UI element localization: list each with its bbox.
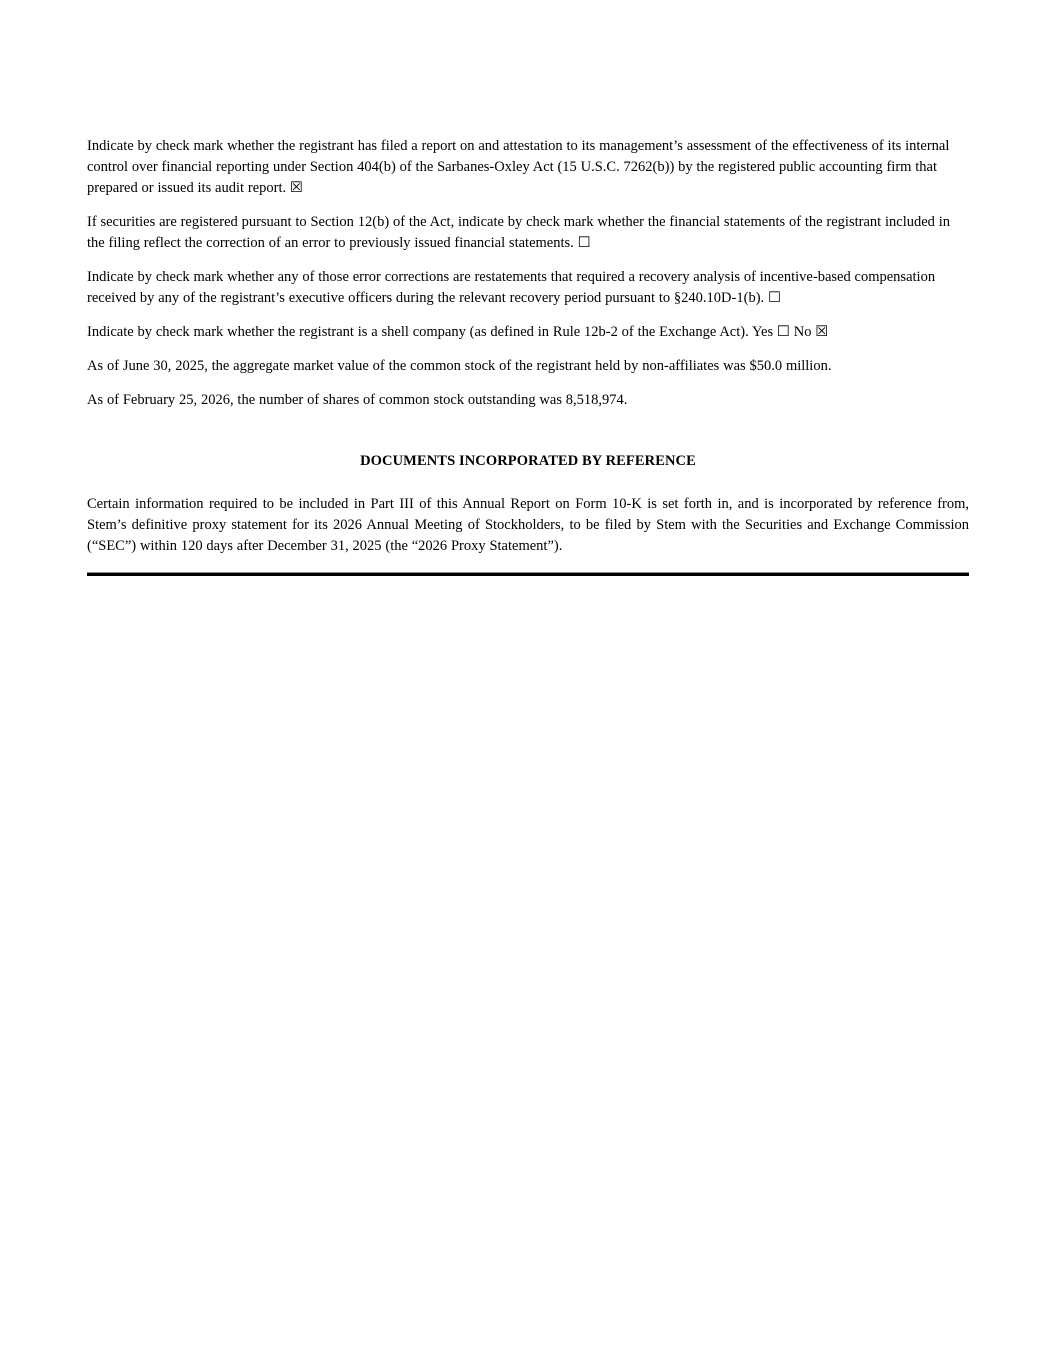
paragraph-recovery-analysis: Indicate by check mark whether any of those error corrections are restatements that required a recovery analysis of incentive-based compensation received by any of the registrant’s executive officers during the relevant recovery period pursuant to §240.10D-1(b). ☐ xyxy=(87,269,936,306)
paragraph-market-value: As of June 30, 2025, the aggregate market value of the common stock of the registrant held by non-affiliates was $50.0 million. xyxy=(87,358,832,374)
page-divider-rule xyxy=(87,572,969,576)
paragraph-error-correction: If securities are registered pursuant to Section 12(b) of the Act, indicate by check mark whether the financial statements of the registrant included in the filing reflect the correction of an error to previously issued financial statements. ☐ xyxy=(87,214,951,251)
paragraph-proxy-incorporation: Certain information required to be included in Part III of this Annual Report on Form 10-K is set forth in, and is incorporated by reference from, Stem’s definitive proxy statement for its 2026 Annual Meeting of Stockholders, to be filed by Stem with the Securities and Exchange Commission (“SEC”) within 120 days after December 31, 2025 (the “2026 Proxy Statement”). xyxy=(87,496,969,554)
paragraph-shell-company: Indicate by check mark whether the registrant is a shell company (as defined in Rule 12b-2 of the Exchange Act). Yes ☐ No ☒ xyxy=(87,324,829,340)
section-heading-documents-incorporated: DOCUMENTS INCORPORATED BY REFERENCE xyxy=(360,453,696,469)
paragraph-shares-outstanding: As of February 25, 2026, the number of shares of common stock outstanding was 8,518,974. xyxy=(87,392,628,408)
paragraph-icfr-attestation: Indicate by check mark whether the registrant has filed a report on and attestation to its management’s assessment of the effectiveness of its internal control over financial reporting under Section 404(b) of the Sarbanes-Oxley Act (15 U.S.C. 7262(b)) by the registered public accounting firm that prepared or issued its audit report. ☒ xyxy=(87,138,950,196)
